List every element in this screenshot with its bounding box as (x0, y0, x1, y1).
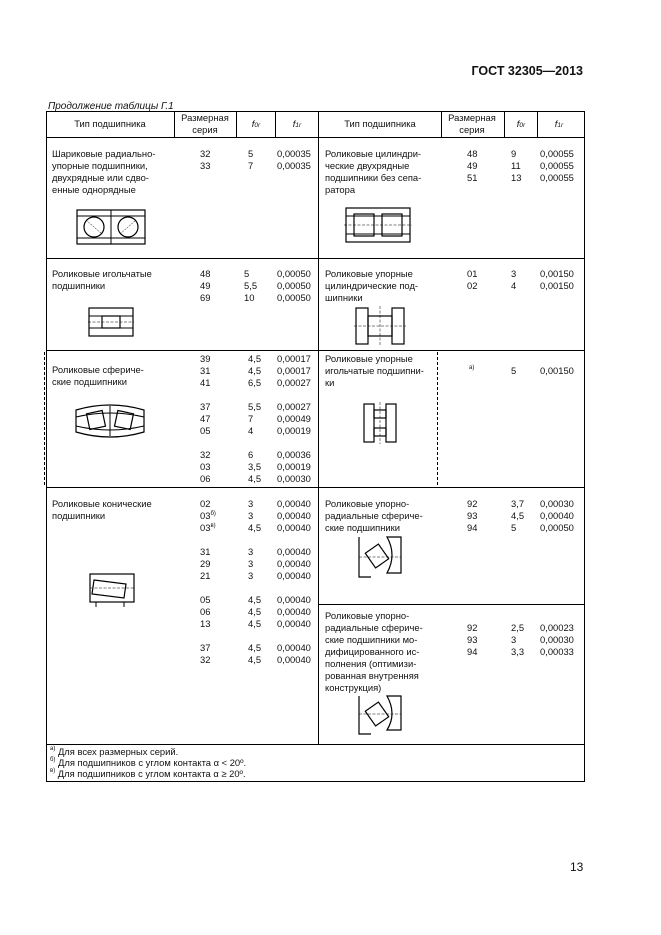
header-f0-left: f0r (251, 118, 261, 129)
row-series: 48 49 51 (467, 148, 478, 183)
row-f0: 2,5 3 3,3 (511, 622, 525, 657)
header-type-left: Тип подшипника (74, 118, 146, 129)
row-f0: 5 (511, 365, 517, 376)
row-type: Роликовые упорные цилиндрические под- шипники (325, 268, 419, 303)
row-divider (46, 350, 318, 351)
row-type: Роликовые конические подшипники (52, 498, 152, 521)
row-type: Роликовые упорно- радиальные сфериче- ские подшипники (325, 498, 423, 533)
footnote-c: $^{в)}$ Для подшипников с углом контакта α ≥ 20º. (50, 768, 246, 779)
row-series: 39 31 41 37 47 05 32 03 06 (200, 353, 211, 484)
row-f0: 3,7 4,5 5 (511, 498, 525, 533)
row-type: Роликовые сфериче- ские подшипники (52, 364, 144, 387)
page-number: 13 (570, 860, 584, 874)
row-type: Роликовые упорные игольчатые подшипни- ки (325, 353, 424, 388)
row-series: 01 02 (467, 268, 478, 291)
row-f1: 0,00150 0,00150 (540, 268, 574, 291)
footnote-b: $^{б)}$ Для подшипников с углом контакта α < 20º. (50, 757, 247, 768)
needle-bearing-icon (88, 307, 134, 337)
col-line (275, 111, 276, 137)
header-series-left: Размерная серия (181, 112, 229, 135)
footnote-divider (46, 744, 584, 745)
row-divider (318, 604, 584, 605)
row-series: 92 93 94 (467, 498, 478, 533)
spherical-roller-bearing-icon (74, 404, 146, 438)
row-f0: 5 7 (248, 148, 254, 171)
row-series: 48 49 69 (200, 268, 211, 303)
thrust-spherical-bearing-icon (357, 535, 403, 579)
row-f1: 0,00023 0,00030 0,00033 (540, 622, 574, 657)
row-divider (318, 487, 584, 488)
row-type: Роликовые игольчатые подшипники (52, 268, 152, 291)
header-type-right: Тип подшипника (344, 118, 416, 129)
row-divider (46, 258, 318, 259)
row-series: 02 $03^{б)}$ $03^{в)}$ 31 29 21 05 06 13 37 32 (200, 498, 216, 665)
ball-bearing-double-icon (76, 208, 146, 246)
thrust-cylindrical-bearing-icon (354, 306, 406, 346)
row-f1: 0,00017 0,00017 0,00027 0,00027 0,00049 0,00019 0,00036 0,00019 0,00030 (277, 353, 311, 484)
header-series-right: Размерная серия (448, 112, 496, 135)
row-f1: 0,00050 0,00050 0,00050 (277, 268, 311, 303)
row-f0: 3 3 4,5 3 3 3 4,5 4,5 4,5 4,5 4,5 (248, 498, 262, 665)
center-divider (318, 111, 319, 744)
row-series: а) (469, 365, 475, 371)
col-line (537, 111, 538, 137)
dashed-line (44, 352, 45, 485)
row-divider (46, 487, 318, 488)
thrust-spherical-modified-icon (357, 694, 403, 736)
row-f1: 0,00030 0,00040 0,00050 (540, 498, 574, 533)
row-f0: 5 5,5 10 (244, 268, 258, 303)
row-divider (318, 258, 584, 259)
row-series: 32 33 (200, 148, 211, 171)
row-f0: 9 11 13 (511, 148, 522, 183)
row-f0: 3 4 (511, 268, 517, 291)
footnote-a: $^{а)}$ Для всех размерных серий. (50, 746, 179, 757)
col-line (504, 111, 505, 137)
tapered-roller-bearing-icon (86, 570, 136, 608)
dashed-line (437, 352, 438, 485)
header-f0-right: f0r (516, 118, 526, 129)
cylindrical-roller-double-icon (344, 206, 412, 244)
row-type: Шариковые радиально- упорные подшипники, двухрядные или сдво- енные однорядные (52, 148, 156, 195)
row-type: Роликовые упорно- радиальные сфериче- ские подшипники мо- дифицированного ис- полнения (оптимизи- рованная внутренняя конструкция) (325, 610, 423, 693)
table-continuation-caption: Продолжение таблицы Г.1 (48, 101, 174, 112)
row-divider (318, 350, 584, 351)
document-code: ГОСТ 32305—2013 (471, 64, 583, 78)
row-f1: 0,00040 0,00040 0,00040 0,00040 0,00040 0,00040 0,00040 0,00040 0,00040 0,00040 0,00040 (277, 498, 311, 665)
thrust-needle-bearing-icon (362, 402, 398, 444)
row-f1: 0,00035 0,00035 (277, 148, 311, 171)
header-f1-left: f1r (292, 118, 302, 129)
header-divider (46, 137, 584, 138)
row-type: Роликовые цилиндри- ческие двухрядные подшипники без сепа- ратора (325, 148, 422, 195)
header-f1-right: f1r (554, 118, 564, 129)
col-line (236, 111, 237, 137)
row-f1: 0,00055 0,00055 0,00055 (540, 148, 574, 183)
row-series: 92 93 94 (467, 622, 478, 657)
row-f0: 4,5 4,5 6,5 5,5 7 4 6 3,5 4,5 (248, 353, 262, 484)
row-f1: 0,00150 (540, 365, 574, 376)
